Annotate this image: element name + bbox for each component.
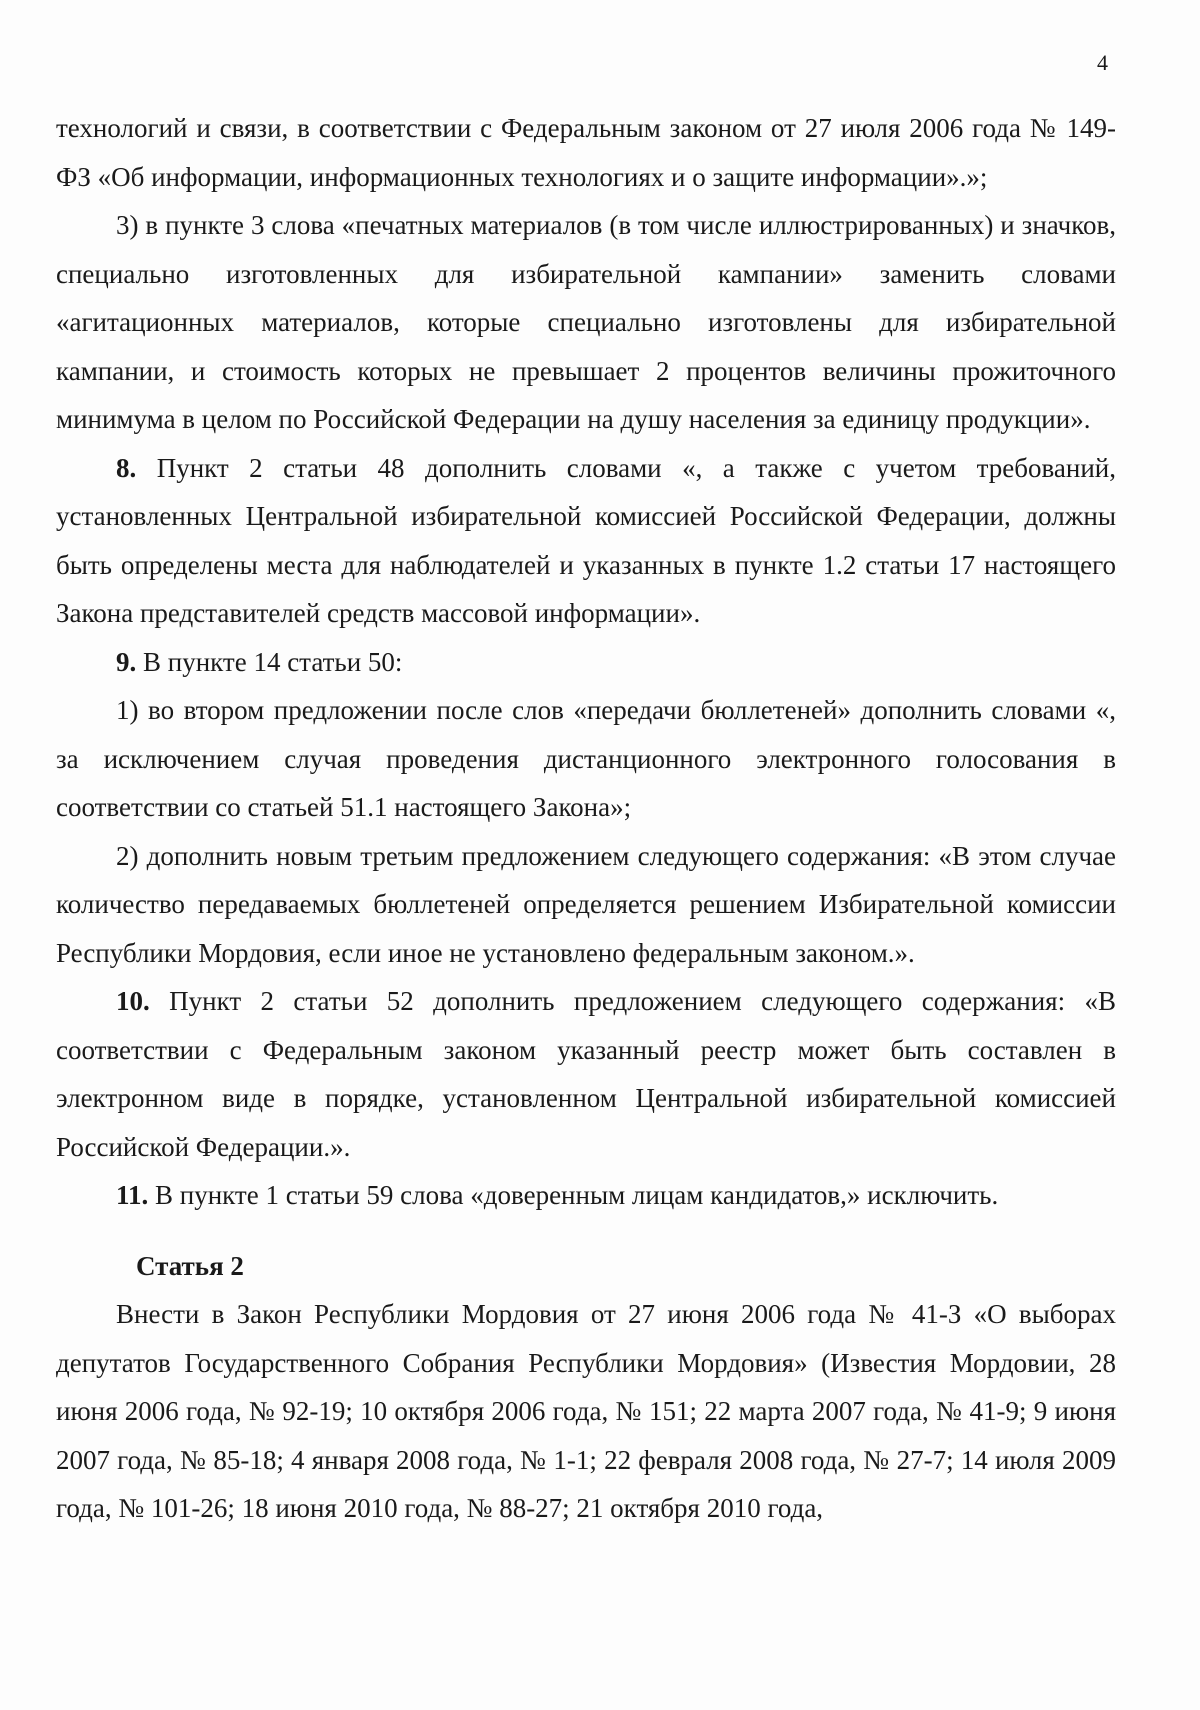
page-number: 4 — [1097, 50, 1108, 75]
item-text: Пункт 2 статьи 48 дополнить словами «, а также с учетом требований, установленных Центральной избирательной комиссией Российской Федерации, должны быть определены места для наблюдателей и указанных в пункте 1.2 статьи 17 настоящего Закона представителей средств массовой информации». — [56, 452, 1116, 628]
paragraph-item-10 — [56, 977, 1116, 1171]
paragraph-continuation: технологий и связи, в соответствии с Федеральным законом от 27 июля 2006 года № 149-ФЗ «Об информации, информационных технологиях и о защите информации».»; — [56, 113, 1116, 192]
paragraph-item-11 — [56, 1171, 1116, 1220]
paragraph-subitem-1: 1) во втором предложении после слов «передачи бюллетеней» дополнить словами «, за исключением случая проведения дистанционного электронного голосования в соответствии со статьей 51.1 настоящего Закона»; — [56, 695, 1116, 822]
paragraph-item-9 — [56, 638, 1116, 687]
item-text: В пункте 1 статьи 59 слова «доверенным лицам кандидатов,» исключить. — [148, 1180, 999, 1210]
item-number: 9. — [116, 646, 137, 677]
item-number: 8. — [116, 452, 137, 483]
paragraph-item-8 — [56, 444, 1116, 638]
document-body — [56, 104, 1116, 1533]
item-number: 11. — [116, 1180, 149, 1210]
paragraph-subitem-3: 3) в пункте 3 слова «печатных материалов (в том числе иллюстрированных) и значков, специально изготовленных для избирательной кампании» заменить словами «агитационных материалов, которые специально изготовлены для избирательной кампании, и стоимость которых не превышает 2 процентов величины прожиточного минимума в целом по Российской Федерации на душу населения за единицу продукции». — [56, 210, 1116, 434]
item-text: В пункте 14 статьи 50: — [136, 646, 403, 677]
paragraph-subitem-2: 2) дополнить новым третьим предложением следующего содержания: «В этом случае количество передаваемых бюллетеней определяется решением Избирательной комиссии Республики Мордовия, если иное не установлено федеральным законом.». — [56, 840, 1116, 968]
article-paragraph: Внести в Закон Республики Мордовия от 27 июня 2006 года № 41-З «О выборах депутатов Государственного Собрания Республики Мордовия» (Известия Мордовии, 28 июня 2006 года, № 92-19; 10 октября 2006 года, № 151; 22 марта 2007 года, № 41-9; 9 июня 2007 года, № 85-18; 4 января 2008 года, № 1-1; 22 февраля 2008 года, № 27-7; 14 июля 2009 года, № 101-26; 18 июня 2010 года, № 88-27; 21 октября 2010 года, — [56, 1299, 1116, 1523]
item-number: 10. — [116, 986, 150, 1016]
article-title: Статья 2 — [136, 1250, 244, 1281]
item-text: Пункт 2 статьи 52 дополнить предложением следующего содержания: «В соответствии с Федеральным законом указанный реестр может быть составлен в электронном виде в порядке, установленном Центральной избирательной комиссией Российской Федерации.». — [56, 986, 1116, 1162]
